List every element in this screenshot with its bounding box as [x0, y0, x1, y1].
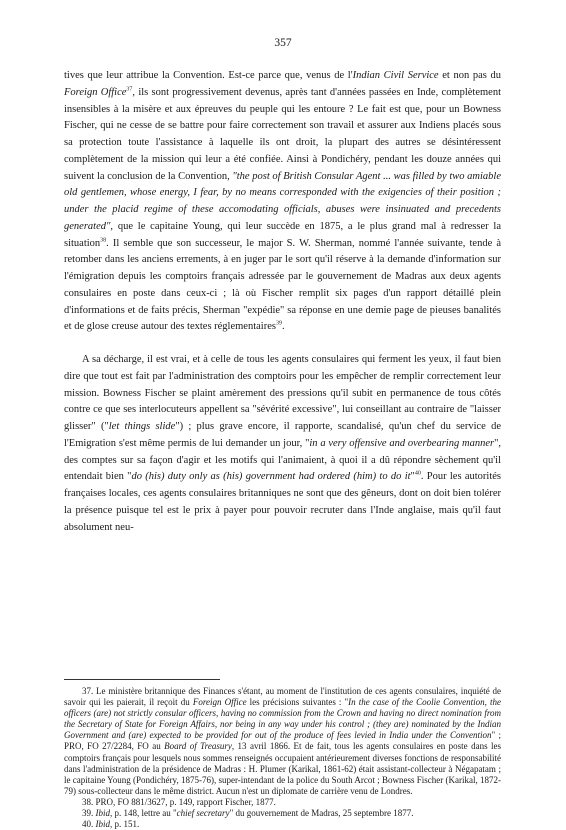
text-run: 40.: [82, 819, 96, 830]
text-run: ", des comptes sur sa façon d'agir et les motifs qui l'animaient, à quoi il a dû répondre sèchement qu'il entendait bien ": [64, 437, 501, 483]
italic-run: In the case of the Coolie Convention, the officers (are) not strictly consular officers, having no commission from the Crown and having no direct nomination from the Secretary of State for Foreign Affairs, nor being in any way under his control ; (they are) nominated by the Indian Government and (are) expected to be provided for out of the produce of fees levied in India under the Convention: [64, 697, 501, 741]
text-run: 39.: [82, 808, 96, 819]
footnote-ref: 38: [100, 237, 107, 243]
text-run: ") ; plus grave encore, il rapporte, scandalisé, qu'un chef du service de l'Emigration s'est même permis de lui demander un jour, ": [64, 421, 502, 449]
text-run: , ils sont progressivement devenus, après tant d'années passées en Inde, complètement insensibles à la misère et aux épreuves du peuple qui les entoure ? Le fait est que, pour un Bowness Fischer, qui ne cesse de se battre pour faire correctement son travail et assurer aux Indiens placés sous sa protection toute l'assistance à laquelle ils ont droit, la plupart des autres se désintéressent complètement de la mission qui leur a été confiée. Ainsi à Pondichéry, pendant les douze années qui suivent la conclusion de la Convention,: [64, 86, 502, 182]
text-run: et non pas du: [438, 70, 501, 81]
footnote-rule: [64, 679, 220, 680]
text-run: , que le capitaine Young, qui leur succède en 1875, a le plus grand mal à redresser la situation: [64, 220, 501, 249]
text-run: , p. 151.: [110, 819, 140, 830]
text-run: " ; PRO, FO 27/2284, FO au: [64, 730, 501, 752]
text-run: .: [281, 321, 285, 333]
footnote-39: [64, 808, 501, 819]
footnote-ref: 37: [126, 86, 133, 93]
italic-run: in a very offensive and overbearing manner: [309, 437, 495, 449]
text-run: tives que leur attribue la Convention. Est-ce parce que, venus de l': [64, 70, 353, 81]
footnote-ref: 40: [414, 470, 421, 477]
footnote-ref: 39: [275, 320, 282, 327]
italic-run: Ibid: [95, 819, 110, 830]
text-run: les précisions suivantes : ": [246, 697, 349, 708]
italic-run: Indian Civil Service: [352, 70, 439, 81]
italic-run: "the post of British Consular Agent ... was filled by two amiable old gentlemen, whose energy, I fear, by no means corresponded with the exigencies of their position ; under the placid regime of these accomodating officials, abuses were insinuated and precedents generated": [64, 170, 501, 232]
paragraph-2: [64, 352, 501, 536]
text-run: . Pour les autorités françaises locales, ces agents consulaires britanniques ne sont que des gêneurs, dont on doit bien tolérer la présence puisque tel est le prix à payer pour pouvoir recruter dans l'Inde anglaise, mais qu'il faut absolument neu-: [64, 471, 501, 533]
paragraph-1: [64, 68, 501, 336]
text-run: " du gouvernement de Madras, 25 septembre 1877.: [229, 808, 414, 819]
footnote-38: 38. PRO, FO 881/3627, p. 149, rapport Fischer, 1877.: [82, 796, 276, 807]
italic-run: Board of Treasury: [164, 741, 232, 752]
italic-run: chief secretary: [176, 808, 230, 819]
text-run: . Il semble que son successeur, le major S. W. Sherman, nommé l'année suivante, tende à retomber dans les anciens errements, à en juger par le sort qu'il réserve à la demande d'information sur l'émigration depuis les comptoirs français adressée par le gouvernement de Madras aux deux agents consulaires en poste dans ceux-ci ; là où Fischer remplit six pages d'un rapport détaillé plein d'informations et de faits précis, Sherman "expédie" sa réponse en une demie page de pieuses banalités et de glose creuse autour des textes réglementaires: [64, 237, 501, 333]
text-run: , 13 avril 1866. Et de fait, tous les agents consulaires en poste dans les comptoirs français pour lesquels nous sommes renseignés occupaient antérieurement diverses fonctions de responsabilité dans l'administration de la présidence de Madras : H. Plumer (Karikal, 1861-62) était assistant-collecteur à Négapatam ; le capitaine Young (Pondichéry, 1875-76), super-intendant de la police du South Arcot ; Bowness Fischer (Karikal, 1872-79) sous-collecteur dans le même district. Aucun n'est un diplomate de carrière venu de Londres.: [64, 741, 501, 796]
italic-run: Foreign Office: [64, 86, 127, 98]
body-text: [64, 68, 501, 536]
footnotes: [64, 686, 501, 830]
footnote-37: [64, 686, 501, 797]
text-run: , p. 148, lettre au ": [110, 808, 177, 819]
paragraph-gap: [64, 336, 501, 352]
footnote-40: [64, 819, 501, 830]
text-run: ": [410, 471, 415, 483]
text-run: A sa décharge, il est vrai, et à celle de tous les agents consulaires qui ferment les yeux, il faut bien dire que tout est fait par l'administration des comptoirs pour les empêcher de remplir correctement leur mission. Bowness Fischer se plaint amèrement des pressions qu'il subit en permanence de tous côtés contre ce que ses interlocuteurs appellent sa "sévérité excessive", lui conseillant au contraire de "laisser glisser" (": [64, 354, 501, 432]
italic-run: let things slide: [108, 421, 176, 432]
italic-run: Foreign Office: [192, 697, 247, 708]
italic-run: do (his) duty only as (his) government had ordered (him) to do it: [131, 471, 411, 483]
italic-run: Ibid: [95, 808, 110, 819]
page-number: 357: [274, 37, 292, 49]
text-run: 37. Le ministère britannique des Finances s'étant, au moment de l'institution de ces agents consulaires, inquiété de savoir qui les paierait, il reçoit du: [64, 686, 501, 708]
